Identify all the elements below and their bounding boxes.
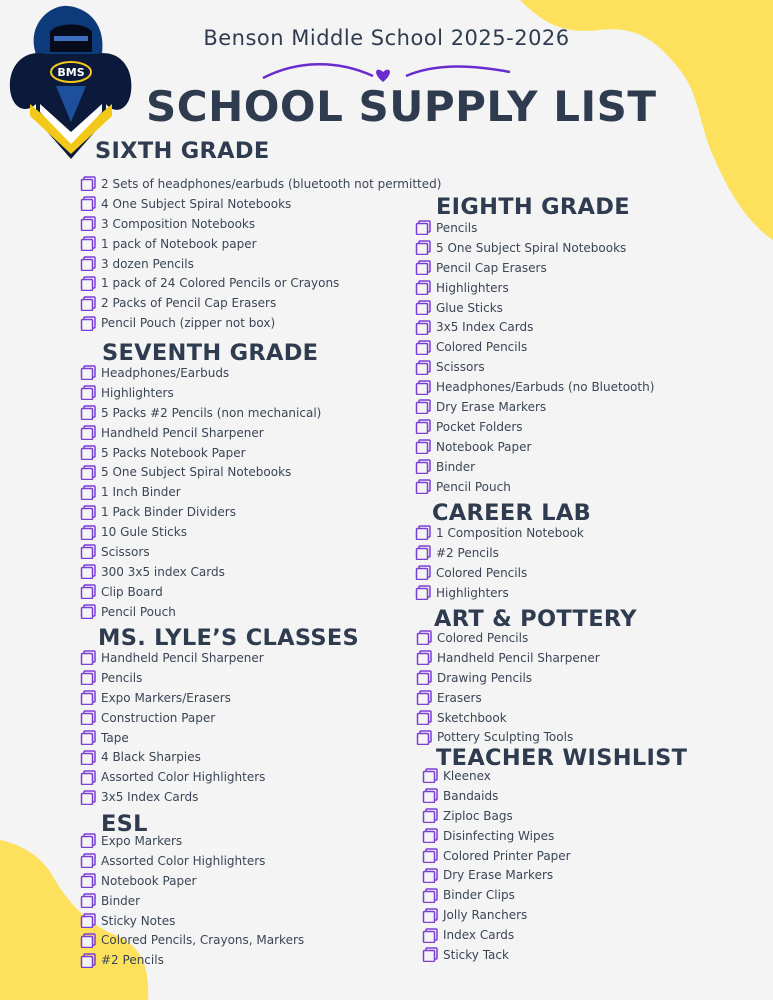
- checkbox-icon: [415, 380, 432, 395]
- item-label: Headphones/Earbuds (no Bluetooth): [436, 380, 655, 395]
- supply-list: [80, 363, 321, 622]
- item-label: Pencil Pouch: [436, 479, 511, 494]
- section-heading: MS. LYLE’S CLASSES: [98, 625, 360, 651]
- checkbox-icon: [422, 868, 439, 883]
- list-item: [422, 865, 687, 885]
- item-label: Colored Printer Paper: [443, 848, 571, 863]
- item-label: Colored Pencils, Crayons, Markers: [101, 933, 305, 948]
- checkbox-icon: [80, 544, 97, 559]
- list-item: [422, 945, 687, 965]
- checkbox-icon: [415, 220, 432, 235]
- section-ms-lyles-classes: [98, 625, 359, 807]
- item-label: 10 Gule Sticks: [101, 525, 187, 540]
- item-label: Notebook Paper: [101, 873, 197, 888]
- checkbox-icon: [80, 525, 97, 540]
- item-label: Handheld Pencil Sharpener: [101, 425, 264, 440]
- list-item: [422, 806, 687, 826]
- list-item: [80, 668, 359, 688]
- item-label: Colored Pencils: [437, 630, 529, 645]
- supply-list: [80, 831, 304, 970]
- item-label: 1 Inch Binder: [101, 485, 181, 500]
- item-label: 1 pack of 24 Colored Pencils or Crayons: [101, 276, 340, 291]
- item-label: Jolly Ranchers: [443, 908, 528, 923]
- checkbox-icon: [415, 459, 432, 474]
- item-label: Binder Clips: [443, 888, 515, 903]
- item-label: 1 pack of Notebook paper: [101, 236, 257, 251]
- item-label: 1 Pack Binder Dividers: [101, 505, 236, 520]
- section-heading: ESL: [101, 811, 148, 837]
- checkbox-icon: [415, 545, 432, 560]
- list-item: [80, 403, 321, 423]
- item-label: Erasers: [437, 690, 482, 705]
- list-item: [415, 457, 654, 477]
- list-item: [415, 278, 654, 298]
- list-item: [80, 502, 321, 522]
- supply-list: [416, 628, 637, 747]
- list-item: [80, 214, 441, 234]
- list-item: [80, 602, 321, 622]
- checkbox-icon: [415, 260, 432, 275]
- item-label: Dry Erase Markers: [443, 868, 554, 883]
- section-seventh-grade: [102, 340, 321, 622]
- item-label: Bandaids: [443, 788, 499, 803]
- list-item: [416, 708, 637, 728]
- list-item: [416, 688, 637, 708]
- checkbox-icon: [416, 630, 433, 645]
- list-item: [416, 668, 637, 688]
- section-teacher-wishlist: [436, 745, 687, 965]
- list-item: [422, 885, 687, 905]
- checkbox-icon: [422, 848, 439, 863]
- list-item: [80, 482, 321, 502]
- item-label: Pocket Folders: [436, 419, 523, 434]
- item-label: Expo Markers: [101, 833, 183, 848]
- checkbox-icon: [80, 604, 97, 619]
- item-label: Colored Pencils: [436, 340, 528, 355]
- item-label: Scissors: [101, 544, 150, 559]
- checkbox-icon: [80, 465, 97, 480]
- list-item: [415, 437, 654, 457]
- supply-list: [422, 766, 687, 965]
- list-item: [80, 767, 359, 787]
- checkbox-icon: [80, 216, 97, 231]
- list-item: [415, 258, 654, 278]
- list-item: [80, 930, 304, 950]
- checkbox-icon: [80, 316, 97, 331]
- list-item: [80, 174, 441, 194]
- checkbox-icon: [415, 300, 432, 315]
- checkbox-icon: [80, 873, 97, 888]
- checkbox-icon: [415, 525, 432, 540]
- item-label: #2 Pencils: [436, 545, 499, 560]
- item-label: Pottery Sculpting Tools: [437, 730, 574, 745]
- list-item: [415, 477, 654, 497]
- checkbox-icon: [415, 565, 432, 580]
- checkbox-icon: [422, 808, 439, 823]
- list-item: [80, 462, 321, 482]
- checkbox-icon: [80, 405, 97, 420]
- checkbox-icon: [80, 196, 97, 211]
- section-heading: EIGHTH GRADE: [436, 194, 630, 220]
- checkbox-icon: [422, 768, 439, 783]
- list-item: [422, 846, 687, 866]
- checkbox-icon: [80, 750, 97, 765]
- list-item: [415, 583, 591, 603]
- item-label: 1 Composition Notebook: [436, 525, 584, 540]
- list-item: [415, 317, 654, 337]
- list-item: [80, 423, 321, 443]
- checkbox-icon: [80, 584, 97, 599]
- item-label: 4 One Subject Spiral Notebooks: [101, 196, 292, 211]
- list-item: [80, 522, 321, 542]
- checkbox-icon: [422, 828, 439, 843]
- list-item: [415, 357, 654, 377]
- checkbox-icon: [80, 690, 97, 705]
- item-label: Handheld Pencil Sharpener: [101, 650, 264, 665]
- checkbox-icon: [416, 670, 433, 685]
- checkbox-icon: [415, 399, 432, 414]
- item-label: 5 Packs #2 Pencils (non mechanical): [101, 405, 322, 420]
- checkbox-icon: [422, 947, 439, 962]
- item-label: 2 Packs of Pencil Cap Erasers: [101, 296, 277, 311]
- supply-list: [80, 174, 441, 333]
- supply-list: [415, 218, 654, 496]
- item-label: Clip Board: [101, 584, 163, 599]
- list-item: [80, 542, 321, 562]
- item-label: Notebook Paper: [436, 439, 532, 454]
- checkbox-icon: [80, 790, 97, 805]
- checkbox-icon: [80, 296, 97, 311]
- logo-text: BMS: [57, 66, 85, 79]
- checkbox-icon: [80, 730, 97, 745]
- item-label: #2 Pencils: [101, 953, 164, 968]
- checkbox-icon: [415, 320, 432, 335]
- list-item: [80, 273, 441, 293]
- item-label: Drawing Pencils: [437, 670, 533, 685]
- item-label: Binder: [101, 893, 141, 908]
- section-heading: TEACHER WISHLIST: [436, 745, 688, 771]
- item-label: 4 Black Sharpies: [101, 750, 201, 765]
- item-label: Expo Markers/Erasers: [101, 690, 231, 705]
- checkbox-icon: [415, 240, 432, 255]
- item-label: 5 Packs Notebook Paper: [101, 445, 246, 460]
- list-item: [80, 313, 441, 333]
- list-item: [80, 871, 304, 891]
- checkbox-icon: [80, 893, 97, 908]
- section-career-lab: [432, 500, 591, 603]
- item-label: 5 One Subject Spiral Notebooks: [101, 465, 292, 480]
- item-label: Index Cards: [443, 928, 515, 943]
- checkbox-icon: [415, 479, 432, 494]
- item-label: Scissors: [436, 360, 485, 375]
- checkbox-icon: [422, 928, 439, 943]
- item-label: Pencil Pouch: [101, 604, 176, 619]
- item-label: 3x5 Index Cards: [101, 790, 199, 805]
- item-label: Headphones/Earbuds: [101, 365, 230, 380]
- item-label: Glue Sticks: [436, 300, 503, 315]
- item-label: Construction Paper: [101, 710, 216, 725]
- list-item: [416, 648, 637, 668]
- item-label: Highlighters: [101, 385, 174, 400]
- checkbox-icon: [416, 710, 433, 725]
- checkbox-icon: [422, 908, 439, 923]
- checkbox-icon: [80, 833, 97, 848]
- section-esl: [101, 811, 304, 970]
- list-item: [80, 747, 359, 767]
- school-name: Benson Middle School 2025-2026: [203, 26, 570, 50]
- list-item: [80, 911, 304, 931]
- section-art-pottery: [434, 606, 637, 747]
- list-item: [80, 582, 321, 602]
- checkbox-icon: [416, 690, 433, 705]
- list-item: [415, 218, 654, 238]
- item-label: 3 dozen Pencils: [101, 256, 194, 271]
- checkbox-icon: [80, 176, 97, 191]
- list-item: [80, 254, 441, 274]
- section-heading: ART & POTTERY: [434, 606, 637, 632]
- list-item: [80, 562, 321, 582]
- checkbox-icon: [415, 439, 432, 454]
- item-label: Assorted Color Highlighters: [101, 853, 266, 868]
- checkbox-icon: [415, 340, 432, 355]
- checkbox-icon: [415, 419, 432, 434]
- item-label: Sticky Notes: [101, 913, 176, 928]
- checkbox-icon: [80, 445, 97, 460]
- list-item: [80, 234, 441, 254]
- checkbox-icon: [80, 425, 97, 440]
- item-label: 300 3x5 index Cards: [101, 564, 225, 579]
- checkbox-icon: [422, 888, 439, 903]
- list-item: [422, 925, 687, 945]
- checkbox-icon: [415, 280, 432, 295]
- list-item: [415, 337, 654, 357]
- section-eighth-grade: [436, 194, 654, 496]
- list-item: [422, 826, 687, 846]
- checkbox-icon: [80, 933, 97, 948]
- section-sixth-grade: [95, 138, 441, 333]
- item-label: 3x5 Index Cards: [436, 320, 534, 335]
- list-item: [80, 383, 321, 403]
- checkbox-icon: [80, 564, 97, 579]
- item-label: Highlighters: [436, 585, 509, 600]
- item-label: Ziploc Bags: [443, 808, 513, 823]
- checkbox-icon: [80, 650, 97, 665]
- list-item: [415, 298, 654, 318]
- list-item: [422, 905, 687, 925]
- item-label: 2 Sets of headphones/earbuds (bluetooth not permitted): [101, 176, 442, 191]
- checkbox-icon: [80, 276, 97, 291]
- checkbox-icon: [80, 770, 97, 785]
- checkbox-icon: [422, 788, 439, 803]
- list-item: [80, 443, 321, 463]
- section-heading: SEVENTH GRADE: [102, 340, 319, 366]
- list-item: [415, 238, 654, 258]
- checkbox-icon: [80, 505, 97, 520]
- list-item: [80, 891, 304, 911]
- item-label: Handheld Pencil Sharpener: [437, 650, 600, 665]
- list-item: [80, 688, 359, 708]
- supply-list: [415, 523, 591, 603]
- item-label: Assorted Color Highlighters: [101, 770, 266, 785]
- item-label: Highlighters: [436, 280, 509, 295]
- item-label: Tape: [101, 730, 129, 745]
- list-item: [80, 194, 441, 214]
- checkbox-icon: [80, 485, 97, 500]
- page-title: SCHOOL SUPPLY LIST: [146, 82, 657, 131]
- list-item: [415, 397, 654, 417]
- section-heading: SIXTH GRADE: [95, 138, 270, 164]
- item-label: Disinfecting Wipes: [443, 828, 555, 843]
- item-label: Binder: [436, 459, 476, 474]
- list-item: [415, 377, 654, 397]
- item-label: 5 One Subject Spiral Notebooks: [436, 240, 627, 255]
- checkbox-icon: [80, 256, 97, 271]
- section-heading: CAREER LAB: [432, 500, 592, 526]
- item-label: Pencils: [101, 670, 143, 685]
- checkbox-icon: [416, 650, 433, 665]
- list-item: [415, 417, 654, 437]
- checkbox-icon: [80, 853, 97, 868]
- item-label: Pencil Cap Erasers: [436, 260, 547, 275]
- item-label: Kleenex: [443, 768, 491, 783]
- list-item: [415, 563, 591, 583]
- supply-list: [80, 648, 359, 807]
- checkbox-icon: [80, 236, 97, 251]
- item-label: Pencil Pouch (zipper not box): [101, 316, 276, 331]
- checkbox-icon: [80, 710, 97, 725]
- checkbox-icon: [80, 670, 97, 685]
- checkbox-icon: [80, 365, 97, 380]
- list-item: [422, 786, 687, 806]
- checkbox-icon: [415, 585, 432, 600]
- checkbox-icon: [415, 360, 432, 375]
- list-item: [80, 831, 304, 851]
- list-item: [80, 708, 359, 728]
- list-item: [80, 293, 441, 313]
- list-item: [80, 787, 359, 807]
- list-item: [80, 851, 304, 871]
- list-item: [80, 950, 304, 970]
- list-item: [415, 543, 591, 563]
- item-label: Pencils: [436, 220, 478, 235]
- item-label: Sketchbook: [437, 710, 507, 725]
- item-label: 3 Composition Notebooks: [101, 216, 256, 231]
- list-item: [415, 523, 591, 543]
- checkbox-icon: [80, 913, 97, 928]
- item-label: Dry Erase Markers: [436, 399, 547, 414]
- checkbox-icon: [80, 385, 97, 400]
- item-label: Colored Pencils: [436, 565, 528, 580]
- checkbox-icon: [80, 953, 97, 968]
- item-label: Sticky Tack: [443, 947, 509, 962]
- checkbox-icon: [416, 730, 433, 745]
- list-item: [80, 728, 359, 748]
